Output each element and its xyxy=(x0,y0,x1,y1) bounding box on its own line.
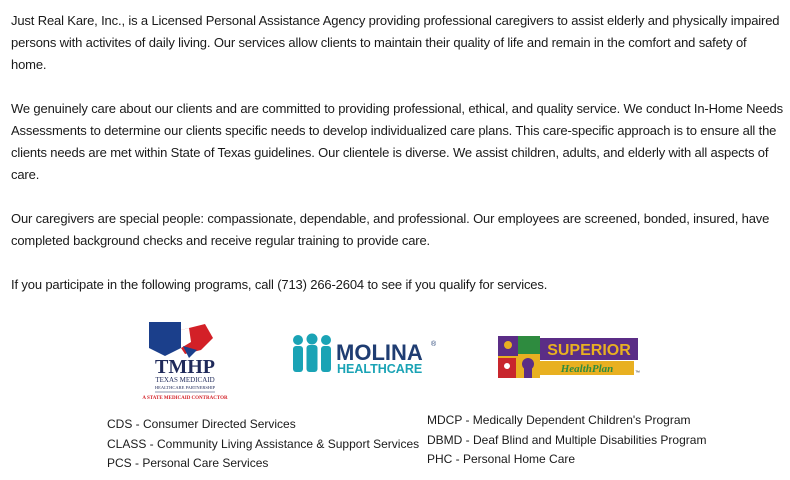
superior-trademark: ™ xyxy=(635,370,640,376)
molina-people-icon xyxy=(290,332,442,376)
superior-puzzle-icon xyxy=(496,334,640,380)
molina-tagline: HEALTHCARE xyxy=(337,362,423,376)
tmhp-name: TMHP xyxy=(155,356,215,378)
program-column-left xyxy=(107,415,419,474)
superior-tagline: HealthPlan xyxy=(560,363,614,375)
molina-trademark: ® xyxy=(431,341,437,348)
tmhp-line1: TEXAS MEDICAID xyxy=(155,376,215,384)
paragraph-call: If you participate in the following programs, call (713) 266-2604 to see if you qualify for services. xyxy=(11,277,548,292)
tmhp-logo xyxy=(135,320,235,402)
program-dbmd: DBMD - Deaf Blind and Multiple Disabilities Program xyxy=(427,432,707,447)
program-phc: PHC - Personal Home Care xyxy=(427,452,576,466)
superior-name: SUPERIOR xyxy=(547,342,631,359)
partner-logos xyxy=(0,320,790,402)
paragraph-care: We genuinely care about our clients and are committed to providing professional, ethical, and quality service. We conduct In-Home Needs Assessments to determine our clients specific needs to develop individualized care plans. This care-specific approach is to ensure all the clients needs are met within State of Texas guidelines. Our clientele is diverse. We assist children, adults, and elderly with all aspects of care. xyxy=(11,101,783,182)
paragraph-caregivers: Our caregivers are special people: compassionate, dependable, and professional. Our employees are screened, bonded, insured, have completed background checks and receive regular training to provide care. xyxy=(11,211,770,248)
tmhp-flag-icon xyxy=(135,320,235,402)
tmhp-line2: HEALTHCARE PARTNERSHIP xyxy=(154,385,216,390)
superior-logo xyxy=(496,334,640,380)
intro-text xyxy=(11,10,783,318)
paragraph-about: Just Real Kare, Inc., is a Licensed Personal Assistance Agency providing professional caregivers to assist elderly and physically impaired persons with activites of daily living. Our services allow clients to maintain their quality of life and remain in the comfort and safety of home. xyxy=(11,13,780,72)
program-pcs: PCS - Personal Care Services xyxy=(107,456,269,470)
program-mdcp: MDCP - Medically Dependent Children's Program xyxy=(427,413,691,427)
program-column-right xyxy=(427,411,706,470)
molina-name: MOLINA xyxy=(336,340,423,365)
program-cds: CDS - Consumer Directed Services xyxy=(107,417,296,431)
molina-logo xyxy=(290,332,442,376)
program-class: CLASS - Community Living Assistance & Support Services xyxy=(107,436,420,451)
tmhp-line3: A STATE MEDICAID CONTRACTOR xyxy=(142,396,228,401)
